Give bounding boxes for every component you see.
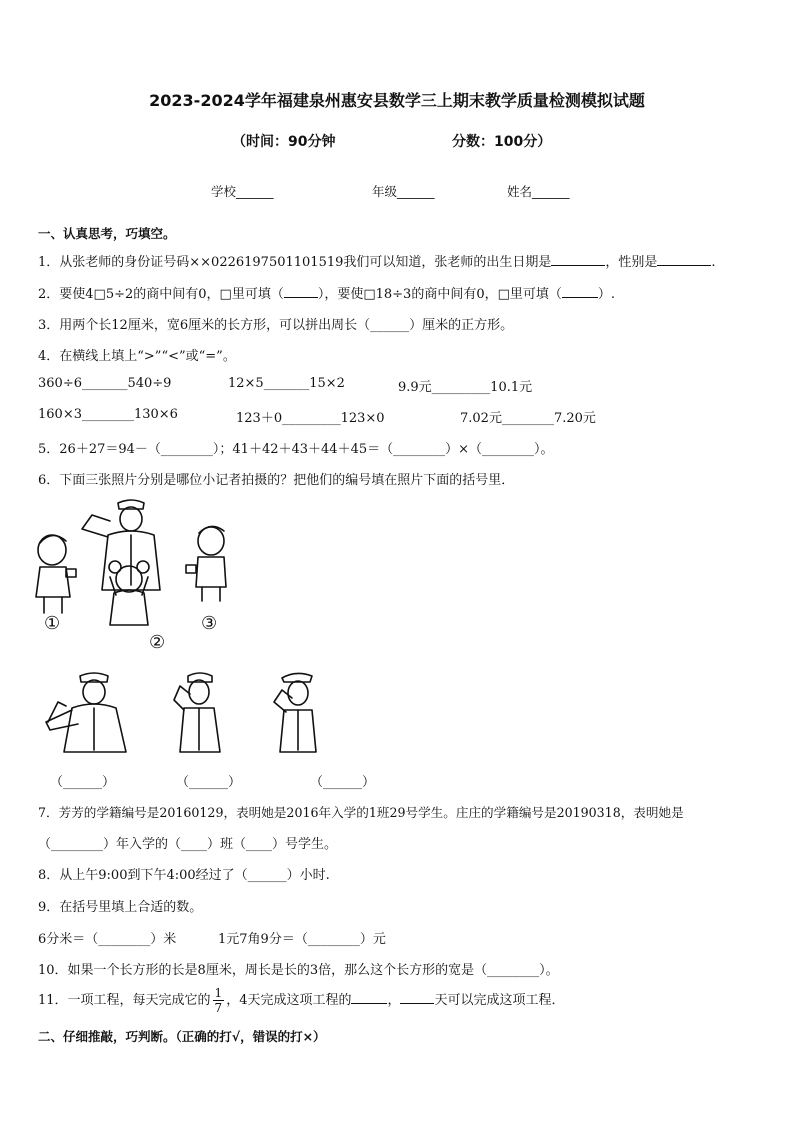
school-field: 学校______ <box>211 184 274 199</box>
question-1-text: 1．从张老师的身份证号码××0226197501101519我们可以知道，张老师的出生日期是 <box>38 255 552 270</box>
question-9-a: 6分米＝（________）米 <box>38 932 177 947</box>
answer-blank <box>351 991 387 1004</box>
compare-item: 9.9元_________10.1元 <box>398 380 533 395</box>
photographer-label-1: ① <box>44 613 61 634</box>
question-2-text: 2．要使4□5÷2的商中间有0，□里可填（ <box>38 287 284 302</box>
photographer-label-3: ③ <box>201 613 218 634</box>
question-11-text: 11．一项工程，每天完成它的 <box>38 993 211 1008</box>
name-field: 姓名______ <box>507 184 570 199</box>
photo-3-illustration <box>268 668 328 754</box>
question-1-text-b: ，性别是 <box>605 255 658 270</box>
question-9-b: 1元7角9分＝（________）元 <box>218 932 386 947</box>
question-7: 7．芳芳的学籍编号是20160129，表明她是2016年入学的1班29号学生。庄庄的学籍编号是20190318，表明她是 <box>38 805 684 820</box>
compare-item: 160×3________130×6 <box>38 407 178 422</box>
photographer-label-2: ② <box>149 632 166 653</box>
question-2-end: ）. <box>597 287 616 302</box>
question-2 <box>38 283 615 302</box>
compare-item: 12×5_______15×2 <box>228 376 345 391</box>
compare-item: 360÷6_______540÷9 <box>38 376 172 391</box>
question-6: 6．下面三张照片分别是哪位小记者拍摄的？把他们的编号填在照片下面的括号里． <box>38 473 515 488</box>
question-10: 10．如果一个长方形的长是8厘米，周长是长的3倍，那么这个长方形的宽是（________）。 <box>38 963 559 978</box>
question-7-cont: （________）年入学的（____）班（____）号学生。 <box>38 837 338 852</box>
question-5: 5．26＋27＝94－（________）；41＋42＋43＋44＋45＝（________）×（________）。 <box>38 442 554 457</box>
photo-answer-2: （______） <box>176 775 242 790</box>
answer-blank <box>657 253 711 266</box>
question-1 <box>38 251 716 270</box>
compare-item: 7.02元________7.20元 <box>460 411 596 426</box>
photo-answer-3: （______） <box>310 775 376 790</box>
answer-blank <box>551 253 605 266</box>
exam-score: 分数：100分） <box>452 134 552 150</box>
fraction <box>213 986 225 1015</box>
fraction-denominator: 7 <box>214 1001 223 1015</box>
question-2-text-b: ），要使□18÷3的商中间有0，□里可填（ <box>317 287 562 302</box>
photo-2-illustration <box>168 668 228 754</box>
question-9: 9．在括号里填上合适的数。 <box>38 900 203 915</box>
exam-time: （时间：90分钟 <box>232 134 336 150</box>
question-1-end: . <box>711 255 716 270</box>
section-heading-1: 一、认真思考，巧填空。 <box>38 226 176 241</box>
page-title: 2023-2024学年福建泉州惠安县数学三上期末教学质量检测模拟试题 <box>149 91 645 110</box>
question-11-end: 天可以完成这项工程． <box>434 993 565 1008</box>
question-4: 4．在横线上填上“>”“<”或“=”。 <box>38 349 236 364</box>
question-8: 8．从上午9:00到下午4:00经过了（______）小时. <box>38 868 330 883</box>
question-11-text-b: ，4天完成这项工程的 <box>226 993 352 1008</box>
section-heading-2: 二、仔细推敲，巧判断。（正确的打√，错误的打×） <box>38 1029 326 1044</box>
answer-blank <box>562 285 598 298</box>
answer-blank <box>400 991 434 1004</box>
photo-answer-1: （______） <box>50 775 116 790</box>
fraction-numerator: 1 <box>214 986 223 1000</box>
question-11 <box>38 986 565 1015</box>
compare-item: 123＋0_________123×0 <box>236 411 385 426</box>
question-11-text-c: ， <box>387 993 401 1008</box>
photo-1-illustration <box>42 668 132 754</box>
question-3: 3．用两个长12厘米，宽6厘米的长方形，可以拼出周长（______）厘米的正方形。 <box>38 318 514 333</box>
answer-blank <box>284 285 318 298</box>
grade-field: 年级______ <box>372 184 435 199</box>
